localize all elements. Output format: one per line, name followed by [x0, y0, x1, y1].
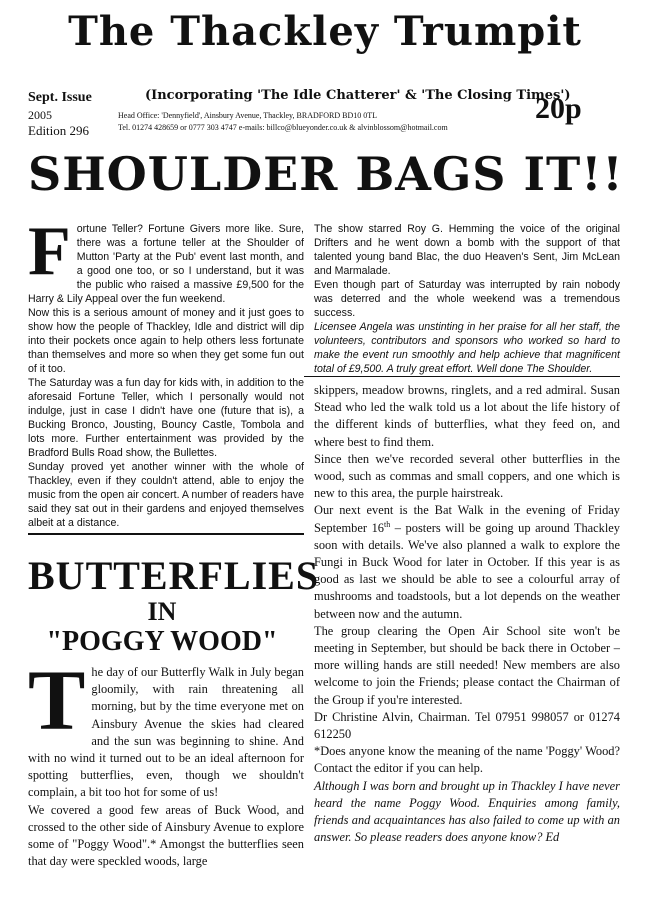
chairman-contact: Dr Christine Alvin, Chairman. Tel 07951 998057 or 01274 612250 — [314, 709, 620, 742]
story1-dropcap: F — [28, 213, 71, 290]
edition-number: Edition 296 — [28, 123, 90, 138]
story2-paragraph: Our next event is the Bat Walk in the evening of Friday September 16th – posters will be going up around Thackley soon with details. We've also planned a walk to explore the Fungi in Buck Wood for later in October. If this year is as good as last we should be able to see a colourful array of mushrooms and toadstools, but a lot depends on the weather between now and the autumn. — [314, 503, 620, 621]
story2-paragraph: We covered a good few areas of Buck Wood, and crossed to the other side of Ainsbury Avenue to explore some of "Poggy Wood".* Amongst the butterflies seen that day were speckled woods, large — [28, 802, 304, 869]
issue-year: 2005 — [28, 108, 52, 122]
story2-paragraph: skippers, meadow browns, ringlets, and a red admiral. Susan Stead who led the walk told us a lot about the life history of the different kinds of butterflies, what they feed on, and where best to find them. — [314, 383, 620, 449]
story2-paragraph: Since then we've recorded several other butterflies in the wood, such as commas and small coppers, and one which is new to this area, the purple hairstreak. — [314, 451, 620, 501]
butterflies-headline-line3: "POGGY WOOD" — [46, 626, 278, 657]
contact-details: Tel. 01274 428659 or 0777 303 4747 e-mails: billco@blueyonder.co.uk & alvinblossom@hotmail.com — [118, 123, 448, 132]
masthead-title: The Thackley Trumpit — [68, 8, 582, 55]
story1-paragraph: Licensee Angela was unstinting in her praise for all her staff, the volunteers, contributors and sponsors who worked so hard to make the event run smoothly and help achieve that magnificent total of £9,500. A truly great effort. Well done The Shoulder. — [314, 321, 620, 375]
story1-paragraph: The show starred Roy G. Hemming the voice of the original Drifters and he went down a bomb with the support of that talented young band Blac, the duo Heaven's Sent, Jim McLean and Marmalade. — [314, 223, 620, 277]
story1-bottom-divider — [28, 533, 304, 535]
story2-footnote: *Does anyone know the meaning of the name 'Poggy' Wood? Contact the editor if you can help. — [314, 744, 620, 776]
editor-note: Although I was born and brought up in Thackley I have never heard the name Poggy Wood. Enquiries among family, friends and acquaintances has also failed to come up with an answer. So please readers does anyone know? Ed — [314, 778, 620, 845]
story2-left-column — [28, 652, 304, 870]
story1-paragraph: Now this is a serious amount of money and it just goes to show how the people of Thackley, Idle and district will dip into their pockets once again to help others less fortunate than themselves and more so when they get some fun out of it too. — [28, 307, 304, 375]
butterflies-headline-line2: IN — [147, 597, 177, 626]
story1-left-column — [28, 213, 304, 530]
story1-right-column — [314, 222, 620, 376]
front-page-headline: SHOULDER BAGS IT!! — [28, 147, 624, 201]
cover-price: 20p — [535, 92, 582, 125]
story2-paragraph: he day of our Butterfly Walk in July began gloomily, with rain threatening all morning, but by the time everyone met on Ainsbury Avenue the skies had cleared and the sun was beginning to shine. And with no wind it turned out to be an ideal afternoon for spotting butterflies, even, though we shouldn't complain, a bit too hot for some of us! — [28, 665, 304, 800]
story1-paragraph: The Saturday was a fun day for kids with, in addition to the aforesaid Fortune Teller, which I personally would not indulge, just in case I didn't have one (future that is), a Bucking Bronco, Jousting, Bouncy Castle, Tombola and lots more. Further entertainment was provided by the Bradford Bulls Road show, the Bullettes. — [28, 377, 304, 459]
head-office-address: Head Office: 'Dennyfield', Ainsbury Avenue, Thackley, BRADFORD BD10 0TL — [118, 111, 377, 120]
issue-label: Sept. Issue — [28, 90, 92, 105]
story-right-divider — [304, 376, 620, 377]
story2-dropcap: T — [28, 652, 86, 748]
story1-paragraph: ortune Teller? Fortune Givers more like. Sure, there was a fortune teller at the Shoulder of Mutton 'Party at the Pub' event last month, and a good one too, or so I understand, but it was the public who raised a massive £9,500 for the Harry & Lily Appeal over the fun weekend. — [28, 223, 304, 305]
butterflies-headline-line1: BUTTERFLIES — [28, 553, 320, 598]
story1-paragraph: Even though part of Saturday was interrupted by rain nobody was deterred and the whole weekend was a tremendous success. — [314, 279, 620, 319]
masthead-subtitle: (Incorporating 'The Idle Chatterer' & 'The Closing Times') — [145, 88, 571, 103]
story2-paragraph: The group clearing the Open Air School site won't be meeting in September, but should be back there in October – more willing hands are still needed! New members are also welcome to join the Friends; please contact the Chairman of the Group if you're interested. — [314, 623, 620, 707]
story1-paragraph: Sunday proved yet another winner with the whole of Thackley, even if they couldn't attend, able to enjoy the music from the open air concert. A number of readers have said they sat out in their gardens and enjoyed themselves albeit at a distance. — [28, 461, 304, 529]
story2-right-column — [314, 382, 620, 846]
